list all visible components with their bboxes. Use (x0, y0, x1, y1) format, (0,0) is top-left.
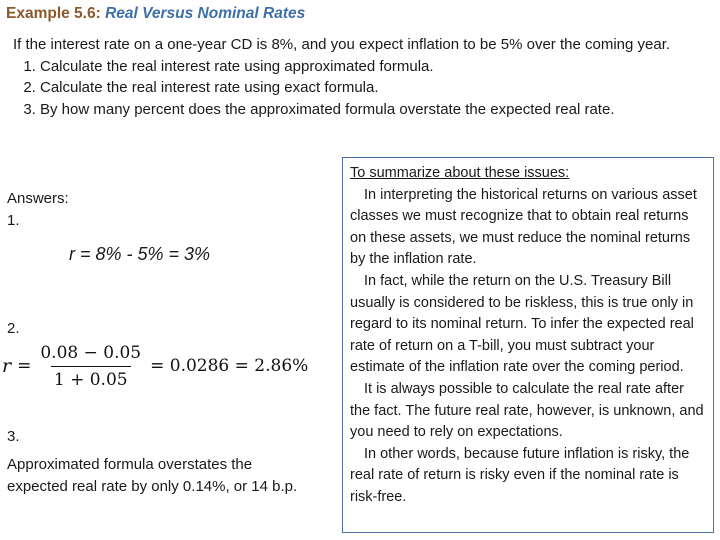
problem-statement-block (13, 34, 703, 120)
formula-result: = 0.0286 = 2.86% (150, 356, 309, 376)
question-list (13, 56, 703, 121)
formula-equals: = (17, 356, 32, 376)
formula-denominator: 1 + 0.05 (51, 366, 131, 390)
answers-block (7, 188, 332, 232)
answer-label-2: 2. (7, 320, 20, 337)
question-item: 1. Calculate the real interest rate using approximated formula. (40, 56, 703, 78)
exact-formula (2, 340, 308, 392)
formula-numerator: 0.08 − 0.05 (40, 342, 142, 363)
title-subtitle: Real Versus Nominal Rates (105, 5, 306, 22)
answers-heading: Answers: (7, 190, 69, 207)
title-prefix: Example 5.6: (6, 5, 106, 22)
summary-paragraph: It is always possible to calculate the real rate after the fact. The future real rate, however, is unknown, and you need to rely on expectations. (350, 380, 704, 441)
summary-heading: To summarize about these issues: (350, 165, 570, 181)
question-item: 3. By how many percent does the approximated formula overstate the expected real rate. (40, 99, 703, 121)
formula-fraction (37, 343, 144, 390)
answer-label-1: 1. (7, 212, 20, 229)
question-item: 2. Calculate the real interest rate using exact formula. (40, 77, 703, 99)
approximate-formula: r = 8% - 5% = 3% (69, 244, 211, 264)
formula-lhs: r (2, 355, 12, 377)
problem-statement: If the interest rate on a one-year CD is 8%, and you expect inflation to be 5% over the coming year. (13, 36, 671, 53)
summary-paragraph: In interpreting the historical returns on various asset classes we must recognize that to obtain real returns on these assets, we must reduce the nominal returns by the inflation rate. (350, 186, 697, 268)
answer-conclusion: Approximated formula overstates the expected real rate by only 0.14%, or 14 b.p. (7, 456, 298, 495)
summary-paragraph: In other words, because future inflation is risky, the real rate of return is risky even if the nominal rate is risk-free. (350, 445, 690, 505)
summary-paragraph: In fact, while the return on the U.S. Treasury Bill usually is considered to be riskless, this is true only in regard to its nominal return. To infer the expected real rate of return on a T-bill, you must subtract your estimate of the inflation rate over the coming period. (350, 272, 694, 376)
answer-label-3: 3. (7, 428, 20, 445)
summary-box (342, 157, 714, 533)
slide-title (6, 5, 305, 23)
